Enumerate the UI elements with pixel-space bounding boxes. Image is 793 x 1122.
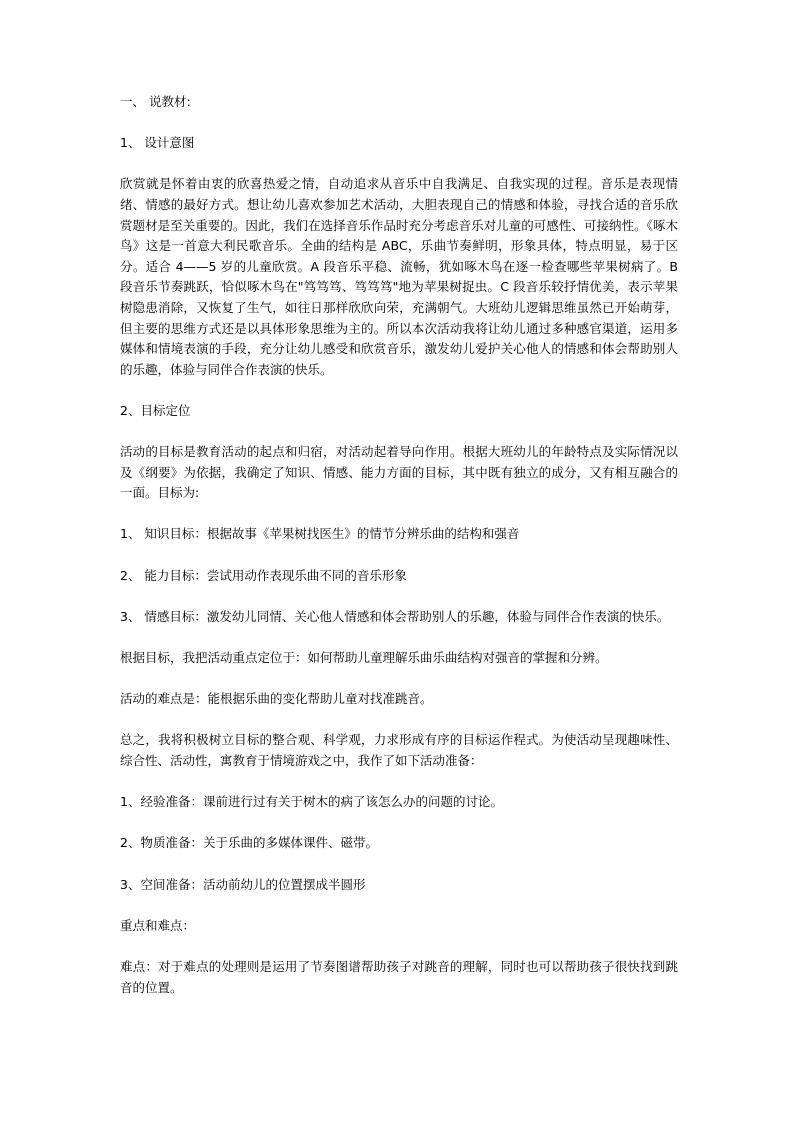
sub-heading-key-and-difficulty: 重点和难点：	[120, 917, 196, 933]
paragraph-goal-intro: 活动的目标是教育活动的起点和归宿，对活动起着导向作用。根据大班幼儿的年龄特点及实际情况以及《纲要》为依据，我确定了知识、情感、能力方面的目标，其中既有独立的成分，又有相互融合的一面。目标为:	[120, 444, 678, 501]
paragraph-key-point: 根据目标，我把活动重点定位于：如何帮助儿童理解乐曲乐曲结构对强音的掌握和分辨。	[120, 650, 608, 666]
paragraph-summary: 总之，我将积极树立目标的整合观、科学观，力求形成有序的目标运作程式。为使活动呈现趣味性、综合性、活动性，寓教育于情境游戏之中，我作了如下活动准备：	[120, 732, 678, 768]
section-heading: 一、 说教材:	[120, 94, 191, 109]
document-page	[120, 92, 678, 998]
paragraph-difficulty: 活动的难点是：能根据乐曲的变化帮助儿童对找准跳音。	[120, 691, 433, 707]
preparation-experience: 1、经验准备：课前进行过有关于树木的病了该怎么办的问题的讨论。	[120, 794, 503, 810]
sub-heading-goal-setting: 2、目标定位	[120, 402, 191, 418]
goal-knowledge: 1、 知识目标：根据故事《苹果树找医生》的情节分辨乐曲的结构和强音	[120, 526, 520, 542]
preparation-space: 3、空间准备：活动前幼儿的位置摆成半圆形	[120, 876, 366, 892]
goal-ability: 2、 能力目标：尝试用动作表现乐曲不同的音乐形象	[120, 567, 407, 583]
paragraph-difficulty-handling: 难点：对于难点的处理则是运用了节奏图谱帮助孩子对跳音的理解，同时也可以帮助孩子很快找到跳音的位置。	[120, 958, 678, 995]
paragraph-design-intent: 欣赏就是怀着由衷的欣喜热爱之情，自动追求从音乐中自我满足、自我实现的过程。音乐是表现情绪、情感的最好方式。想让幼儿喜欢参加艺术活动，大胆表现自己的情感和体验，寻找合适的音乐欣赏题材是至关重要的。因此，我们在选择音乐作品时充分考虑音乐对儿童的可感性、可接纳性。《啄木鸟》这是一首意大利民歌音乐。全曲的结构是 ABC，乐曲节奏鲜明，形象具体，特点明显，易于区分。适合 4——5 岁的儿童欣赏。A 段音乐平稳、流畅，犹如啄木鸟在逐一检查哪些苹果树病了。B 段音乐节奏跳跃，恰似啄木鸟在"笃笃笃、笃笃笃"地为苹果树捉虫。C 段音乐较抒情优美，表示苹果树隐患消除，又恢复了生气，如往日那样欣欣向荣，充满朝气。大班幼儿逻辑思维虽然已开始萌芽，但主要的思维方式还是以具体形象思维为主的。所以本次活动我将让幼儿通过多种感官渠道，运用多媒体和情境表演的手段，充分让幼儿感受和欣赏音乐，激发幼儿爱护关心他人的情感和体会帮助别人的乐趣，体验与同伴合作表演的快乐。	[120, 176, 678, 377]
sub-heading-design-intent: 1、 设计意图	[120, 135, 195, 151]
preparation-material: 2、物质准备：关于乐曲的多媒体课件、磁带。	[120, 835, 378, 851]
goal-emotion: 3、 情感目标：激发幼儿同情、关心他人情感和体会帮助别人的乐趣，体验与同伴合作表演的快乐。	[120, 608, 670, 624]
